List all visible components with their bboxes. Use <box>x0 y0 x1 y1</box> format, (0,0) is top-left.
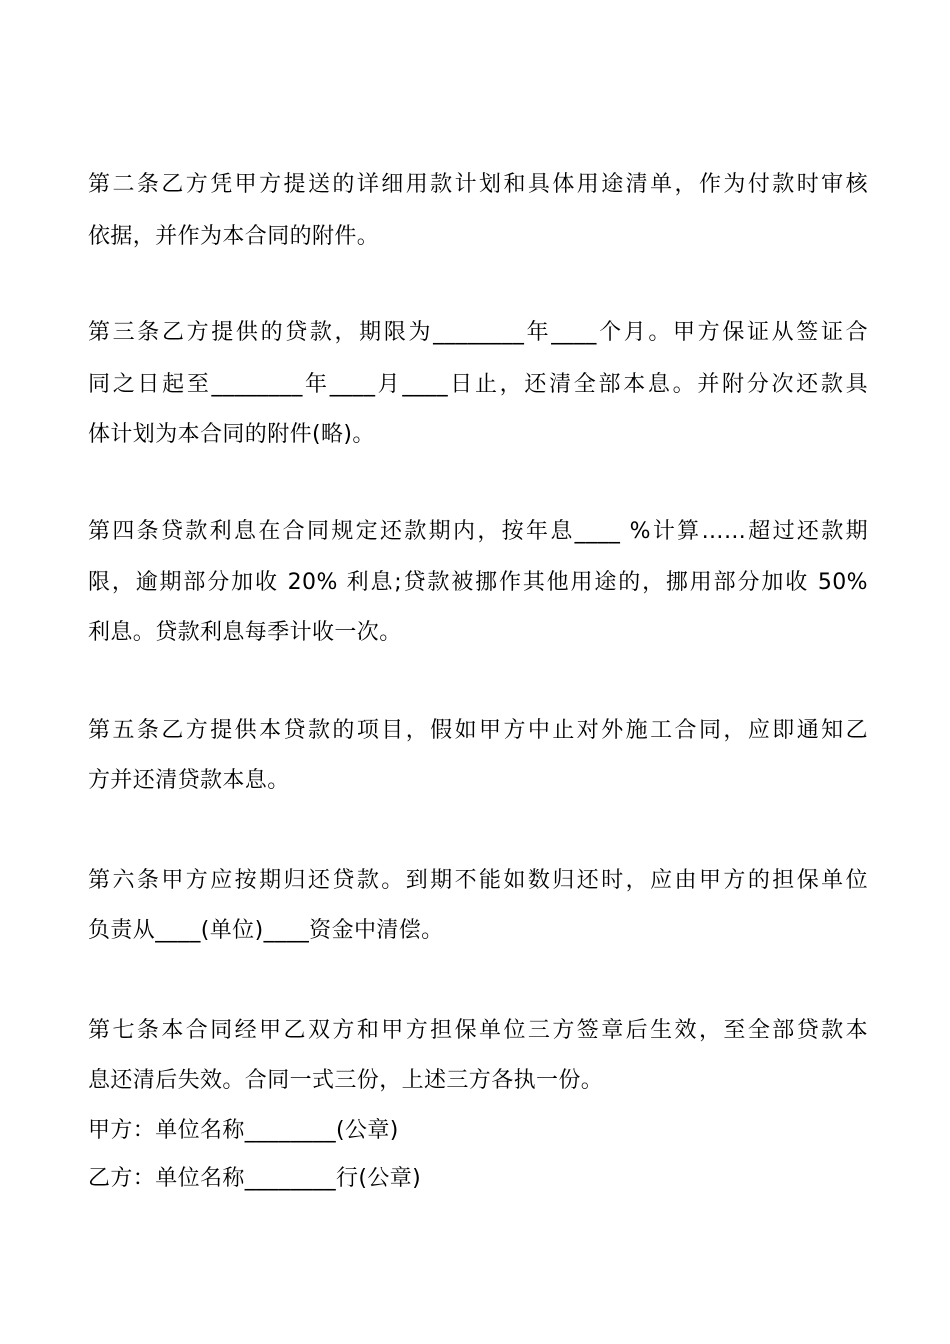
article-4-line-3: 利息。贷款利息每季计收一次。 <box>88 620 402 645</box>
article-4-line-2: 限，逾期部分加收 20% 利息;贷款被挪作其他用途的，挪用部分加收 50% <box>88 570 868 595</box>
article-2-line-2: 依据，并作为本合同的附件。 <box>88 224 380 249</box>
article-7-line-1: 第七条本合同经甲乙双方和甲方担保单位三方签章后生效，至全部贷款本 <box>88 1018 868 1043</box>
article-2-line-1: 第二条乙方凭甲方提送的详细用款计划和具体用途清单，作为付款时审核 <box>88 172 868 197</box>
article-3-line-3: 体计划为本合同的附件(略)。 <box>88 422 375 447</box>
article-3-line-1: 第三条乙方提供的贷款，期限为________年____个月。甲方保证从签证合 <box>88 320 868 345</box>
article-3-line-2: 同之日起至________年____月____日止，还清全部本息。并附分次还款具 <box>88 372 868 397</box>
article-4-line-1: 第四条贷款利息在合同规定还款期内，按年息____ %计算……超过还款期 <box>88 519 868 544</box>
party-b-signature: 乙方：单位名称________行(公章) <box>88 1166 422 1191</box>
article-6-line-2: 负责从____(单位)____资金中清偿。 <box>88 918 444 943</box>
article-6-line-1: 第六条甲方应按期归还贷款。到期不能如数归还时，应由甲方的担保单位 <box>88 868 868 893</box>
party-a-signature: 甲方：单位名称________(公章) <box>88 1118 399 1143</box>
article-5-line-1: 第五条乙方提供本贷款的项目，假如甲方中止对外施工合同，应即通知乙 <box>88 718 868 743</box>
article-7-line-2: 息还清后失效。合同一式三份，上述三方各执一份。 <box>88 1068 604 1093</box>
article-5-line-2: 方并还清贷款本息。 <box>88 768 290 793</box>
